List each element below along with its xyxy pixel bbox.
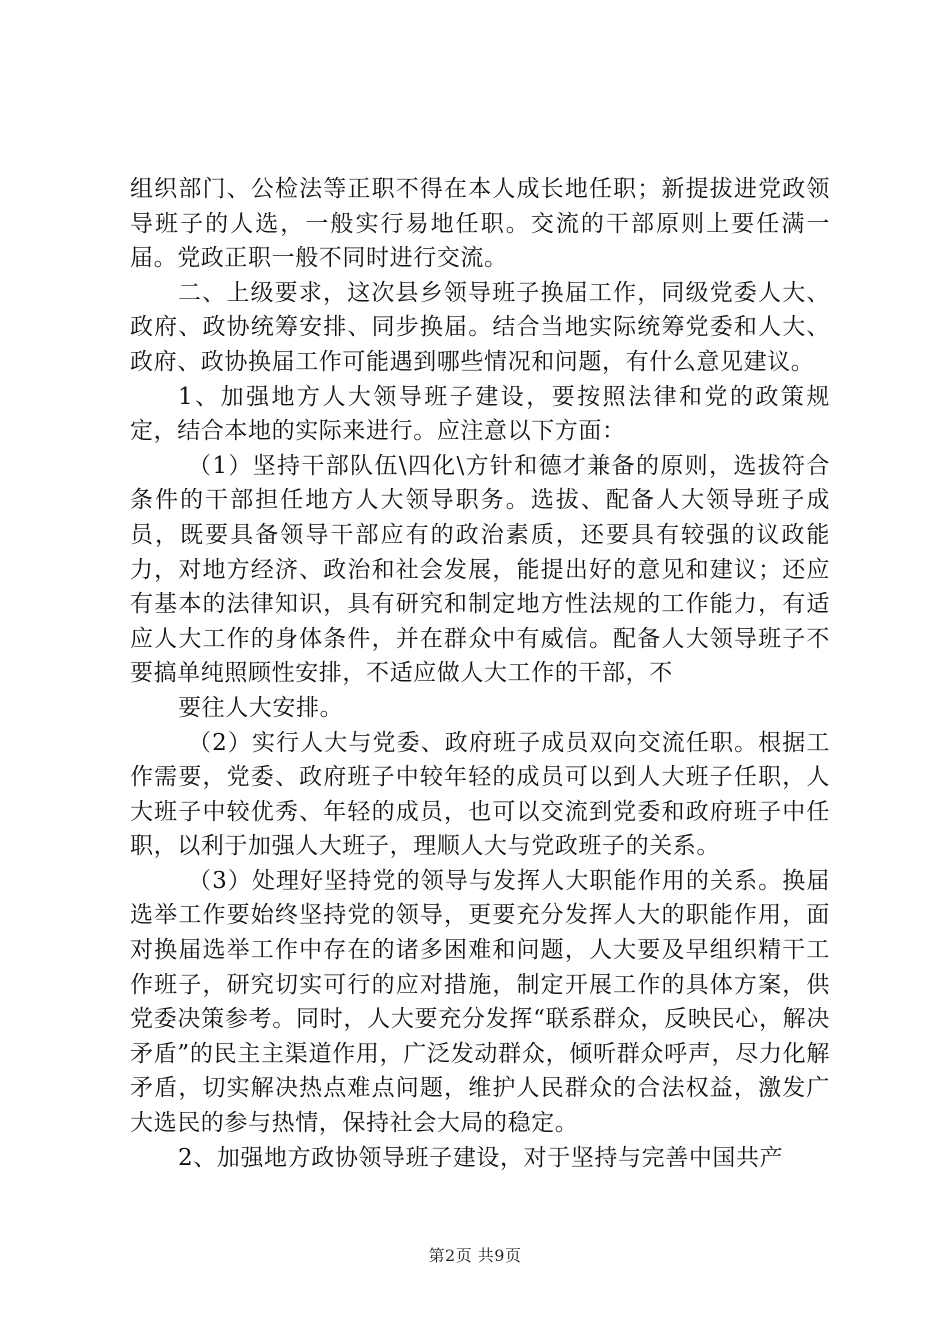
page-number-footer: 第2页 共9页 (428, 1246, 522, 1265)
paragraph-item-one: 1、加强地方人大领导班子建设，要按照法律和党的政策规定，结合本地的实际来进行。应注意以下方面： (130, 383, 830, 445)
paragraph-subitem-two: （2）实行人大与党委、政府班子成员双向交流任职。根据工作需要，党委、政府班子中较年轻的成员可以到人大班子任职，人大班子中较优秀、年轻的成员，也可以交流到党委和政府班子中任职，以利于加强人大班子，理顺人大与党政班子的关系。 (130, 729, 830, 860)
paragraph-item-two: 2、加强地方政协领导班子建设，对于坚持与完善中国共产 (178, 1144, 784, 1171)
paragraph-subitem-one-tail: 要往人大安排。 (178, 694, 344, 721)
paragraph-subitem-one: （1）坚持干部队伍\四化\方针和德才兼备的原则，选拔符合条件的干部担任地方人大领导职务。选拔、配备人大领导班子成员，既要具备领导干部应有的政治素质，还要具有较强的议政能力，对地方经济、政治和社会发展，能提出好的意见和建议；还应有基本的法律知识，具有研究和制定地方性法规的工作能力，有适应人大工作的身体条件，并在群众中有威信。配备人大领导班子不要搞单纯照顾性安排，不适应做人大工作的干部，不 (130, 452, 830, 687)
paragraph-section-two: 二、上级要求，这次县乡领导班子换届工作，同级党委人大、政府、政协统筹安排、同步换届。结合当地实际统筹党委和人大、政府、政协换届工作可能遇到哪些情况和问题，有什么意见建议。 (130, 279, 830, 375)
paragraph-subitem-three: （3）处理好坚持党的领导与发挥人大职能作用的关系。换届选举工作要始终坚持党的领导，更要充分发挥人大的职能作用，面对换届选举工作中存在的诸多困难和问题，人大要及早组织精干工作班子，研究切实可行的应对措施，制定开展工作的具体方案，供党委决策参考。同时，人大要充分发挥“联系群众，反映民心，解决矛盾”的民主主渠道作用，广泛发动群众，倾听群众呼声，尽力化解矛盾，切实解决热点难点问题，维护人民群众的合法权益，激发广大选民的参与热情，保持社会大局的稳定。 (130, 867, 830, 1137)
document-body (130, 172, 830, 1175)
paragraph-continuation: 组织部门、公检法等正职不得在本人成长地任职；新提拔进党政领导班子的人选，一般实行易地任职。交流的干部原则上要任满一届。党政正职一般不同时进行交流。 (130, 176, 830, 272)
